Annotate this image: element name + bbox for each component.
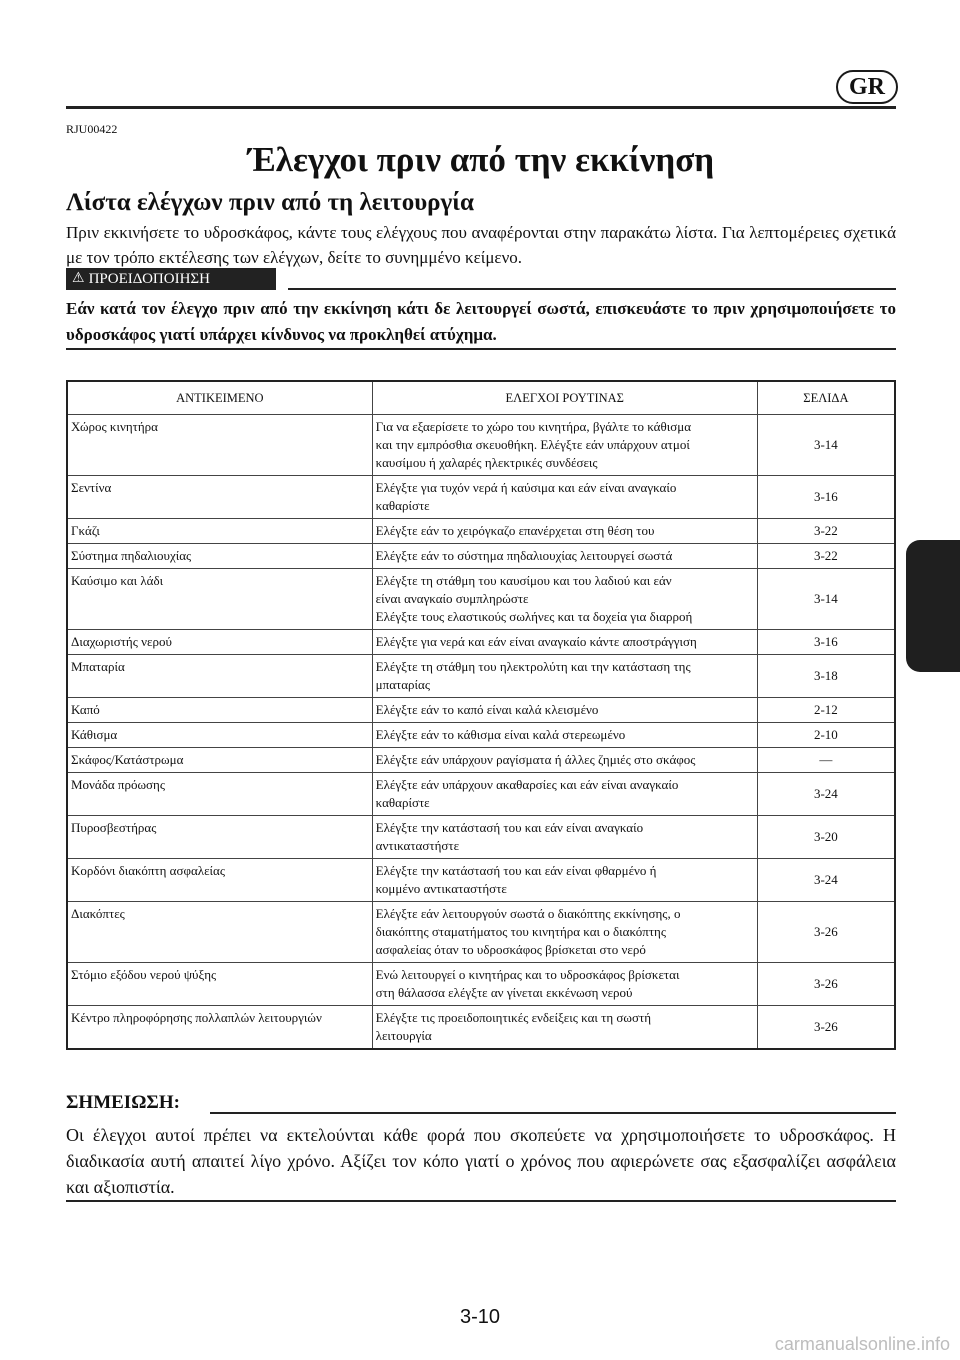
table-row <box>67 569 895 630</box>
table-row <box>67 1006 895 1050</box>
check-line: καυσίμου ή χαλαρές ηλεκτρικές συνδέσεις <box>375 455 598 470</box>
check-line: Ελέγξτε τους ελαστικούς σωλήνες και τα δοχεία για διαρροή <box>375 609 693 624</box>
note-heading: ΣΗΜΕΙΩΣΗ: <box>66 1092 180 1113</box>
check-line: Ελέγξτε εάν το κάθισμα είναι καλά στερεωμένο <box>375 727 626 742</box>
cell-item: Σύστημα πηδαλιουχίας <box>67 544 372 569</box>
cell-page: 3-24 <box>757 859 895 902</box>
check-line: Ελέγξτε εάν υπάρχουν ακαθαρσίες και εάν είναι αναγκαίο <box>375 777 679 792</box>
language-badge: GR <box>836 70 898 104</box>
cell-item: Χώρος κινητήρα <box>67 415 372 476</box>
cell-item: Μονάδα πρόωσης <box>67 773 372 816</box>
warning-label <box>66 268 276 290</box>
check-line: στη θάλασσα ελέγξτε αν γίνεται εκκένωση νερού <box>375 985 633 1000</box>
warning-label-text: ΠΡΟΕΙΔΟΠΟΙΗΣΗ <box>88 271 210 287</box>
cell-checks <box>372 544 757 569</box>
cell-item: Καπό <box>67 698 372 723</box>
cell-page: 3-18 <box>757 655 895 698</box>
header-checks: ΕΛΕΓΧΟΙ ΡΟΥΤΙΝΑΣ <box>372 381 757 415</box>
cell-item: Πυροσβεστήρας <box>67 816 372 859</box>
check-line: Για να εξαερίσετε το χώρο του κινητήρα, βγάλτε το κάθισμα <box>375 419 692 434</box>
check-line: Ελέγξτε την κατάστασή του και εάν είναι φθαρμένο ή <box>375 863 657 878</box>
cell-item: Κέντρο πληροφόρησης πολλαπλών λειτουργιών <box>67 1006 372 1050</box>
check-line: Ελέγξτε τις προειδοποιητικές ενδείξεις και τη σωστή <box>375 1010 652 1025</box>
cell-page: 3-26 <box>757 902 895 963</box>
check-line: και την εμπρόσθια σκευοθήκη. Ελέγξτε εάν υπάρχουν ατμοί <box>375 437 690 452</box>
cell-page: 3-16 <box>757 476 895 519</box>
cell-checks <box>372 630 757 655</box>
check-line: αντικαταστήστε <box>375 838 460 853</box>
cell-page: 3-16 <box>757 630 895 655</box>
page-title: Έλεγχοι πριν από την εκκίνηση <box>247 140 715 179</box>
check-line: Ελέγξτε τη στάθμη του ηλεκτρολύτη και την κατάσταση της <box>375 659 691 674</box>
table-row <box>67 816 895 859</box>
check-line: Ελέγξτε τη στάθμη του καυσίμου και του λαδιού και εάν <box>375 573 672 588</box>
header-page: ΣΕΛΙΔΑ <box>757 381 895 415</box>
check-line: Ελέγξτε εάν λειτουργούν σωστά ο διακόπτης εκκίνησης, ο <box>375 906 681 921</box>
table-row <box>67 773 895 816</box>
cell-checks <box>372 723 757 748</box>
check-line: είναι αναγκαίο συμπληρώστε <box>375 591 529 606</box>
watermark: carmanualsonline.info <box>774 1334 950 1354</box>
cell-checks <box>372 1006 757 1050</box>
cell-checks <box>372 748 757 773</box>
cell-page: 3-26 <box>757 963 895 1006</box>
table-header-row <box>67 381 895 415</box>
page-number: 3-10 <box>459 1306 501 1328</box>
cell-item: Καύσιμο και λάδι <box>67 569 372 630</box>
check-line: καθαρίστε <box>375 795 430 810</box>
cell-page: — <box>757 748 895 773</box>
warning-bottom-rule <box>66 348 896 350</box>
cell-page: 3-22 <box>757 544 895 569</box>
cell-item: Σκάφος/Κατάστρωμα <box>67 748 372 773</box>
warning-rule <box>288 288 896 290</box>
table-row <box>67 655 895 698</box>
cell-item: Γκάζι <box>67 519 372 544</box>
document-code: RJU00422 <box>66 122 118 136</box>
table-body <box>67 415 895 1050</box>
cell-checks <box>372 569 757 630</box>
cell-item: Κάθισμα <box>67 723 372 748</box>
cell-checks <box>372 476 757 519</box>
note-text: Οι έλεγχοι αυτοί πρέπει να εκτελούνται κάθε φορά που σκοπεύετε να χρησιμοποιήσετε το υδροσκάφος. Η διαδικασία αυτή απαιτεί λίγο χρόνο. Αξίζει τον κόπο γιατί ο χρόνος που αφιερώνετε σας εξασφαλίζει ασφάλεια και αξιοπιστία. <box>66 1125 896 1197</box>
cell-checks <box>372 963 757 1006</box>
table-row <box>67 963 895 1006</box>
table-row <box>67 519 895 544</box>
intro-paragraph: Πριν εκκινήσετε το υδροσκάφος, κάντε τους ελέγχους που αναφέρονται στην παρακάτω λίστα. Για λεπτομέρειες σχετικά με τον τρόπο εκτέλεσης των ελέγχων, δείτε το συνημμένο κείμενο. <box>66 223 896 267</box>
chapter-tab <box>906 540 960 672</box>
check-line: κομμένο αντικαταστήστε <box>375 881 507 896</box>
cell-page: 3-20 <box>757 816 895 859</box>
cell-page: 3-26 <box>757 1006 895 1050</box>
check-line: Ελέγξτε την κατάστασή του και εάν είναι αναγκαίο <box>375 820 644 835</box>
header-item: ΑΝΤΙΚΕΙΜΕΝΟ <box>67 381 372 415</box>
cell-item: Διακόπτες <box>67 902 372 963</box>
cell-item: Σεντίνα <box>67 476 372 519</box>
section-title: Λίστα ελέγχων πριν από τη λειτουργία <box>66 189 474 216</box>
cell-page: 3-22 <box>757 519 895 544</box>
warning-text: Εάν κατά τον έλεγχο πριν από την εκκίνηση κάτι δε λειτουργεί σωστά, επισκευάστε το πριν χρησιμοποιήσετε το υδροσκάφος γιατί υπάρχει κίνδυνος να προκληθεί ατύχημα. <box>66 299 896 344</box>
cell-item: Διαχωριστής νερού <box>67 630 372 655</box>
check-line: διακόπτης σταματήματος του κινητήρα και ο διακόπτης <box>375 924 666 939</box>
checklist-table <box>66 380 896 1050</box>
cell-checks <box>372 655 757 698</box>
table-row <box>67 748 895 773</box>
check-line: Ελέγξτε για νερά και εάν είναι αναγκαίο κάντε αποστράγγιση <box>375 634 697 649</box>
table-row <box>67 698 895 723</box>
warning-triangle-icon: ⚠ <box>72 271 85 286</box>
table-row <box>67 902 895 963</box>
check-line: Ελέγξτε εάν το σύστημα πηδαλιουχίας λειτουργεί σωστά <box>375 548 673 563</box>
table-row <box>67 723 895 748</box>
table-row <box>67 630 895 655</box>
check-line: καθαρίστε <box>375 498 430 513</box>
check-line: Ελέγξτε εάν το καπό είναι καλά κλεισμένο <box>375 702 599 717</box>
cell-checks <box>372 519 757 544</box>
header-rule <box>66 106 896 109</box>
cell-checks <box>372 698 757 723</box>
check-line: μπαταρίας <box>375 677 430 692</box>
check-line: Ελέγξτε για τυχόν νερά ή καύσιμα και εάν είναι αναγκαίο <box>375 480 677 495</box>
cell-page: 2-10 <box>757 723 895 748</box>
cell-checks <box>372 415 757 476</box>
note-bottom-rule <box>66 1200 896 1202</box>
cell-checks <box>372 773 757 816</box>
cell-item: Στόμιο εξόδου νερού ψύξης <box>67 963 372 1006</box>
cell-checks <box>372 902 757 963</box>
cell-checks <box>372 859 757 902</box>
cell-checks <box>372 816 757 859</box>
cell-item: Κορδόνι διακόπτη ασφαλείας <box>67 859 372 902</box>
check-line: Ενώ λειτουργεί ο κινητήρας και το υδροσκάφος βρίσκεται <box>375 967 680 982</box>
table-row <box>67 476 895 519</box>
cell-item: Μπαταρία <box>67 655 372 698</box>
table-row <box>67 415 895 476</box>
cell-page: 3-24 <box>757 773 895 816</box>
cell-page: 2-12 <box>757 698 895 723</box>
table-row <box>67 544 895 569</box>
cell-page: 3-14 <box>757 415 895 476</box>
cell-page: 3-14 <box>757 569 895 630</box>
check-line: Ελέγξτε εάν υπάρχουν ραγίσματα ή άλλες ζημιές στο σκάφος <box>375 752 696 767</box>
table-row <box>67 859 895 902</box>
check-line: Ελέγξτε εάν το χειρόγκαζο επανέρχεται στη θέση του <box>375 523 655 538</box>
check-line: ασφαλείας όταν το υδροσκάφος βρίσκεται στο νερό <box>375 942 646 957</box>
note-rule <box>210 1112 896 1114</box>
check-line: λειτουργία <box>375 1028 432 1043</box>
